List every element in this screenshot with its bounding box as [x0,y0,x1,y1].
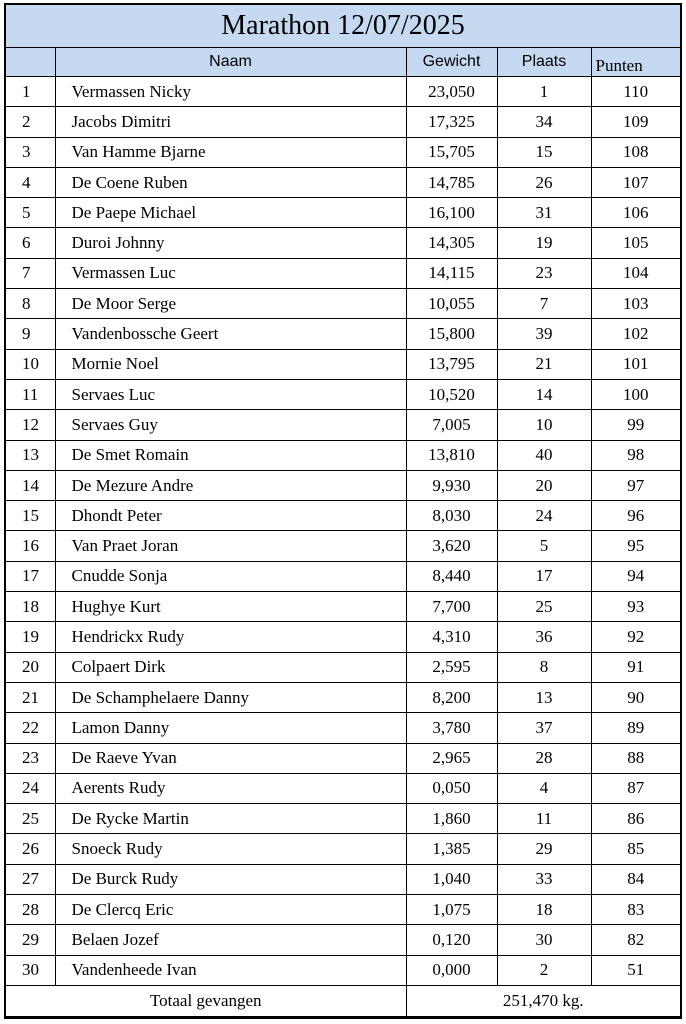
plaats-cell: 15 [497,137,591,167]
punten-cell: 82 [591,925,680,955]
plaats-cell: 11 [497,804,591,834]
gewicht-cell: 13,795 [406,349,497,379]
gewicht-cell: 8,200 [406,682,497,712]
rank-cell: 17 [6,561,55,591]
gewicht-cell: 16,100 [406,198,497,228]
table-row [6,531,680,561]
naam-cell: Colpaert Dirk [55,652,406,682]
gewicht-cell: 1,075 [406,895,497,925]
punten-cell: 100 [591,379,680,409]
gewicht-cell: 9,930 [406,470,497,500]
rank-cell: 19 [6,622,55,652]
table-row [6,77,680,107]
punten-cell: 106 [591,198,680,228]
plaats-cell: 17 [497,561,591,591]
rank-cell: 24 [6,773,55,803]
naam-cell: Dhondt Peter [55,501,406,531]
plaats-cell: 36 [497,622,591,652]
naam-cell: De Schamphelaere Danny [55,682,406,712]
table-row [6,501,680,531]
punten-cell: 85 [591,834,680,864]
gewicht-cell: 7,005 [406,410,497,440]
gewicht-cell: 8,030 [406,501,497,531]
rank-cell: 12 [6,410,55,440]
naam-cell: De Coene Ruben [55,167,406,197]
naam-cell: Duroi Johnny [55,228,406,258]
table-row [6,622,680,652]
gewicht-cell: 23,050 [406,77,497,107]
plaats-cell: 4 [497,773,591,803]
table-row [6,167,680,197]
total-label: Totaal gevangen [6,985,406,1016]
plaats-cell: 19 [497,228,591,258]
naam-cell: Aerents Rudy [55,773,406,803]
punten-cell: 87 [591,773,680,803]
rank-cell: 11 [6,379,55,409]
punten-cell: 98 [591,440,680,470]
table-row [6,925,680,955]
naam-cell: Vermassen Luc [55,258,406,288]
gewicht-header: Gewicht [406,48,497,77]
table-row [6,137,680,167]
gewicht-cell: 1,860 [406,804,497,834]
punten-cell: 101 [591,349,680,379]
table-row [6,592,680,622]
naam-cell: Van Praet Joran [55,531,406,561]
table-row [6,440,680,470]
table-row [6,289,680,319]
plaats-cell: 21 [497,349,591,379]
table-row [6,258,680,288]
plaats-cell: 10 [497,410,591,440]
naam-cell: Vandenheede Ivan [55,955,406,985]
naam-cell: Mornie Noel [55,349,406,379]
plaats-cell: 5 [497,531,591,561]
table-row [6,379,680,409]
naam-cell: Lamon Danny [55,713,406,743]
naam-cell: Servaes Guy [55,410,406,440]
gewicht-cell: 7,700 [406,592,497,622]
gewicht-cell: 15,800 [406,319,497,349]
plaats-cell: 34 [497,107,591,137]
gewicht-cell: 3,620 [406,531,497,561]
header-row [6,48,680,77]
punten-cell: 95 [591,531,680,561]
naam-cell: Belaen Jozef [55,925,406,955]
punten-cell: 105 [591,228,680,258]
table-row [6,107,680,137]
punten-header: Punten [591,48,680,77]
rank-cell: 23 [6,743,55,773]
punten-cell: 97 [591,470,680,500]
plaats-cell: 20 [497,470,591,500]
plaats-cell: 40 [497,440,591,470]
gewicht-cell: 15,705 [406,137,497,167]
table-row [6,319,680,349]
punten-cell: 107 [591,167,680,197]
gewicht-cell: 14,115 [406,258,497,288]
gewicht-cell: 4,310 [406,622,497,652]
table-row [6,652,680,682]
punten-cell: 84 [591,864,680,894]
plaats-cell: 13 [497,682,591,712]
plaats-cell: 29 [497,834,591,864]
punten-cell: 83 [591,895,680,925]
table-row [6,198,680,228]
naam-cell: Snoeck Rudy [55,834,406,864]
punten-cell: 102 [591,319,680,349]
gewicht-cell: 1,040 [406,864,497,894]
gewicht-cell: 10,520 [406,379,497,409]
punten-cell: 92 [591,622,680,652]
gewicht-cell: 14,785 [406,167,497,197]
plaats-cell: 37 [497,713,591,743]
table-row [6,561,680,591]
plaats-cell: 23 [497,258,591,288]
rank-cell: 4 [6,167,55,197]
punten-cell: 108 [591,137,680,167]
table-row [6,743,680,773]
rank-cell: 13 [6,440,55,470]
plaats-cell: 24 [497,501,591,531]
punten-cell: 96 [591,501,680,531]
table-row [6,470,680,500]
rank-cell: 28 [6,895,55,925]
rank-cell: 29 [6,925,55,955]
results-body [6,77,680,986]
table-row [6,713,680,743]
plaats-cell: 28 [497,743,591,773]
rank-cell: 30 [6,955,55,985]
punten-cell: 89 [591,713,680,743]
naam-cell: Vermassen Nicky [55,77,406,107]
plaats-cell: 26 [497,167,591,197]
punten-cell: 88 [591,743,680,773]
table-row [6,228,680,258]
gewicht-cell: 13,810 [406,440,497,470]
gewicht-cell: 8,440 [406,561,497,591]
results-sheet [4,3,682,1019]
naam-cell: Cnudde Sonja [55,561,406,591]
rank-cell: 1 [6,77,55,107]
rank-cell: 16 [6,531,55,561]
gewicht-cell: 3,780 [406,713,497,743]
rank-cell: 27 [6,864,55,894]
naam-cell: De Rycke Martin [55,804,406,834]
naam-cell: Jacobs Dimitri [55,107,406,137]
rank-cell: 8 [6,289,55,319]
gewicht-cell: 0,000 [406,955,497,985]
gewicht-cell: 2,595 [406,652,497,682]
gewicht-cell: 0,050 [406,773,497,803]
rank-cell: 5 [6,198,55,228]
rank-cell: 7 [6,258,55,288]
rank-header [6,48,55,77]
plaats-cell: 31 [497,198,591,228]
punten-cell: 103 [591,289,680,319]
table-row [6,349,680,379]
table-row [6,804,680,834]
rank-cell: 20 [6,652,55,682]
punten-cell: 91 [591,652,680,682]
total-row [6,985,680,1016]
rank-cell: 6 [6,228,55,258]
table-row [6,834,680,864]
table-row [6,773,680,803]
punten-cell: 90 [591,682,680,712]
rank-cell: 18 [6,592,55,622]
plaats-cell: 7 [497,289,591,319]
naam-cell: De Mezure Andre [55,470,406,500]
plaats-cell: 14 [497,379,591,409]
naam-cell: De Raeve Yvan [55,743,406,773]
punten-cell: 86 [591,804,680,834]
naam-cell: De Moor Serge [55,289,406,319]
plaats-cell: 25 [497,592,591,622]
naam-cell: Van Hamme Bjarne [55,137,406,167]
table-row [6,955,680,985]
naam-header: Naam [55,48,406,77]
rank-cell: 25 [6,804,55,834]
rank-cell: 15 [6,501,55,531]
plaats-cell: 18 [497,895,591,925]
punten-cell: 110 [591,77,680,107]
punten-cell: 94 [591,561,680,591]
gewicht-cell: 14,305 [406,228,497,258]
plaats-cell: 30 [497,925,591,955]
gewicht-cell: 0,120 [406,925,497,955]
punten-cell: 109 [591,107,680,137]
results-table [6,48,680,1017]
naam-cell: De Paepe Michael [55,198,406,228]
plaats-header: Plaats [497,48,591,77]
naam-cell: De Smet Romain [55,440,406,470]
naam-cell: Hughye Kurt [55,592,406,622]
naam-cell: Servaes Luc [55,379,406,409]
table-row [6,682,680,712]
rank-cell: 22 [6,713,55,743]
gewicht-cell: 2,965 [406,743,497,773]
rank-cell: 3 [6,137,55,167]
rank-cell: 10 [6,349,55,379]
punten-cell: 93 [591,592,680,622]
punten-cell: 104 [591,258,680,288]
plaats-cell: 2 [497,955,591,985]
gewicht-cell: 1,385 [406,834,497,864]
page-title: Marathon 12/07/2025 [6,5,680,48]
plaats-cell: 33 [497,864,591,894]
rank-cell: 26 [6,834,55,864]
punten-cell: 99 [591,410,680,440]
rank-cell: 2 [6,107,55,137]
rank-cell: 9 [6,319,55,349]
punten-cell: 51 [591,955,680,985]
naam-cell: De Burck Rudy [55,864,406,894]
naam-cell: Hendrickx Rudy [55,622,406,652]
total-value: 251,470 kg. [406,985,680,1016]
plaats-cell: 39 [497,319,591,349]
rank-cell: 21 [6,682,55,712]
table-row [6,410,680,440]
rank-cell: 14 [6,470,55,500]
gewicht-cell: 17,325 [406,107,497,137]
table-row [6,895,680,925]
table-row [6,864,680,894]
naam-cell: De Clercq Eric [55,895,406,925]
plaats-cell: 1 [497,77,591,107]
gewicht-cell: 10,055 [406,289,497,319]
naam-cell: Vandenbossche Geert [55,319,406,349]
plaats-cell: 8 [497,652,591,682]
